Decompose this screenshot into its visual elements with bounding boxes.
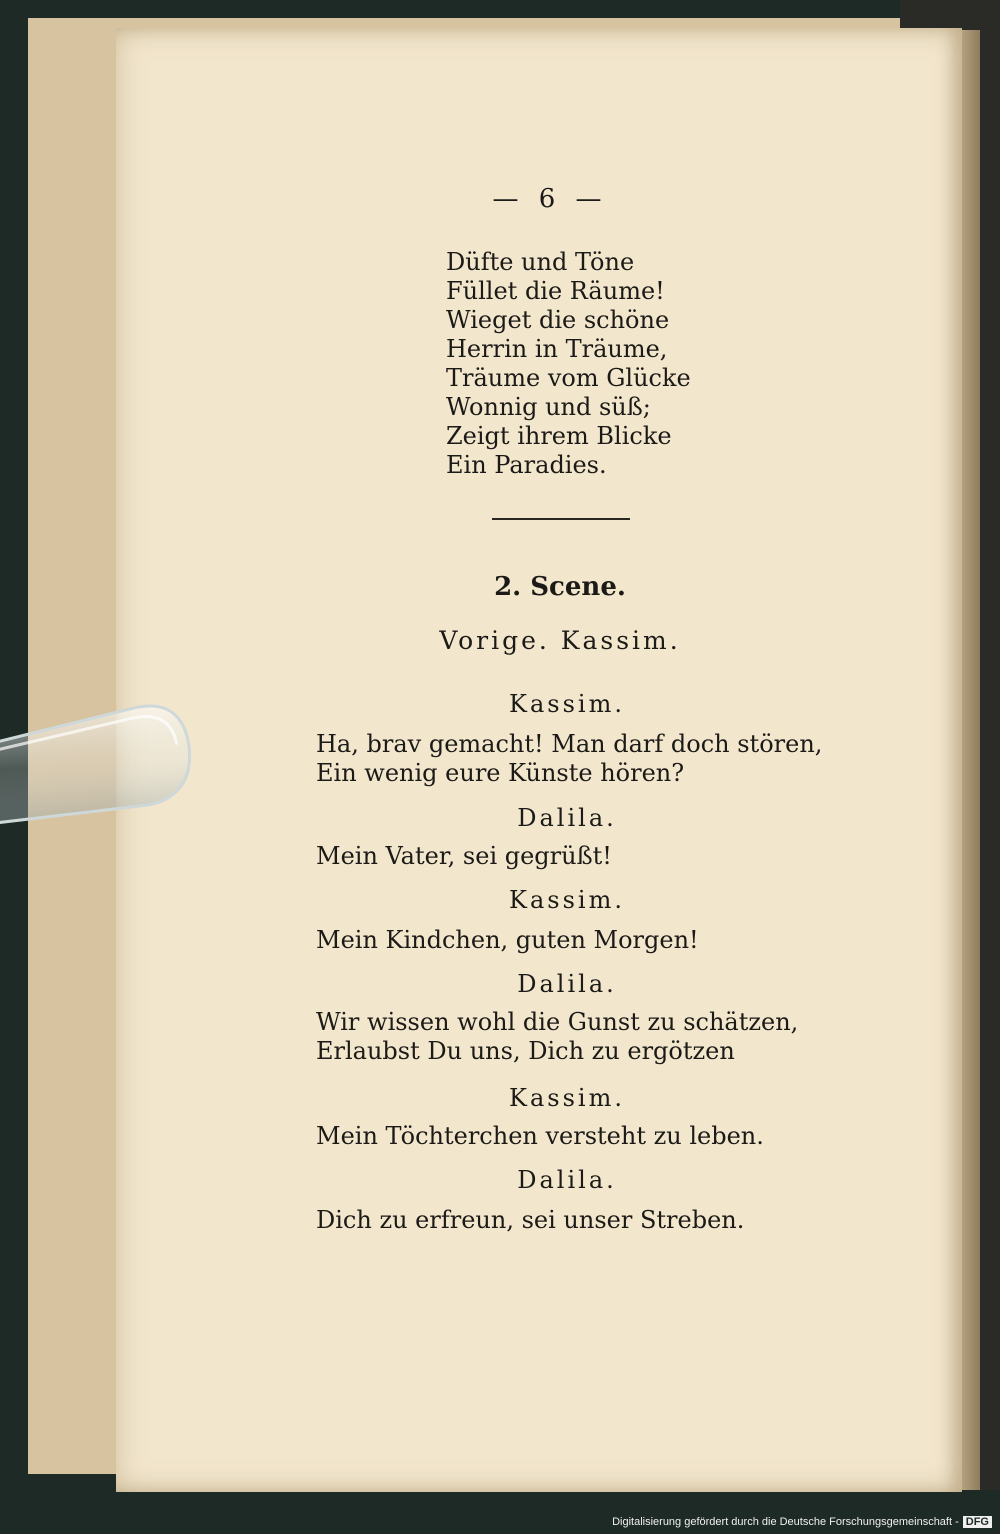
scene-title: 2. Scene.: [494, 572, 626, 602]
speech-block: [316, 1122, 764, 1151]
speaker-name: Kassim.: [509, 1084, 625, 1112]
poem-line: Ein Paradies.: [446, 451, 607, 479]
poem-line: Füllet die Räume!: [446, 277, 665, 305]
speech-line: Ein wenig eure Künste hören?: [316, 759, 685, 787]
page-number: — 6 —: [492, 184, 608, 214]
speaker-name: Dalila.: [517, 970, 617, 998]
speech-block: [316, 1206, 744, 1235]
poem-line: Düfte und Töne: [446, 248, 635, 276]
poem-stanza: [446, 248, 691, 480]
speech-block: [316, 730, 822, 788]
speaker-name: Kassim.: [509, 690, 625, 718]
poem-line: Wieget die schöne: [446, 306, 670, 334]
speech-line: Wir wissen wohl die Gunst zu schätzen,: [316, 1008, 799, 1036]
speaker-name: Dalila.: [517, 804, 617, 832]
digitization-credit: [612, 1516, 992, 1528]
poem-line: Wonnig und süß;: [446, 393, 651, 421]
section-divider: [492, 518, 630, 520]
speech-block: [316, 926, 699, 955]
speaker-name: Dalila.: [517, 1166, 617, 1194]
speech-line: Mein Kindchen, guten Morgen!: [316, 926, 699, 954]
speech-line: Mein Vater, sei gegrüßt!: [316, 842, 612, 870]
poem-line: Träume vom Glücke: [446, 364, 691, 392]
digitization-credit-text: Digitalisierung gefördert durch die Deutsche Forschungsgemeinschaft -: [612, 1516, 959, 1528]
glass-page-holder: [0, 698, 198, 831]
poem-line: Herrin in Träume,: [446, 335, 668, 363]
speech-line: Mein Töchterchen versteht zu leben.: [316, 1122, 764, 1150]
speech-block: [316, 842, 612, 871]
scene-persons: Vorige. Kassim.: [439, 626, 681, 655]
speech-line: Dich zu erfreun, sei unser Streben.: [316, 1206, 745, 1234]
dfg-logo: DFG: [963, 1516, 992, 1528]
poem-line: Zeigt ihrem Blicke: [446, 422, 672, 450]
speaker-name: Kassim.: [509, 886, 625, 914]
speech-line: Erlaubst Du uns, Dich zu ergötzen: [316, 1037, 735, 1065]
speech-line: Ha, brav gemacht! Man darf doch stören,: [316, 730, 823, 758]
speech-block: [316, 1008, 798, 1066]
